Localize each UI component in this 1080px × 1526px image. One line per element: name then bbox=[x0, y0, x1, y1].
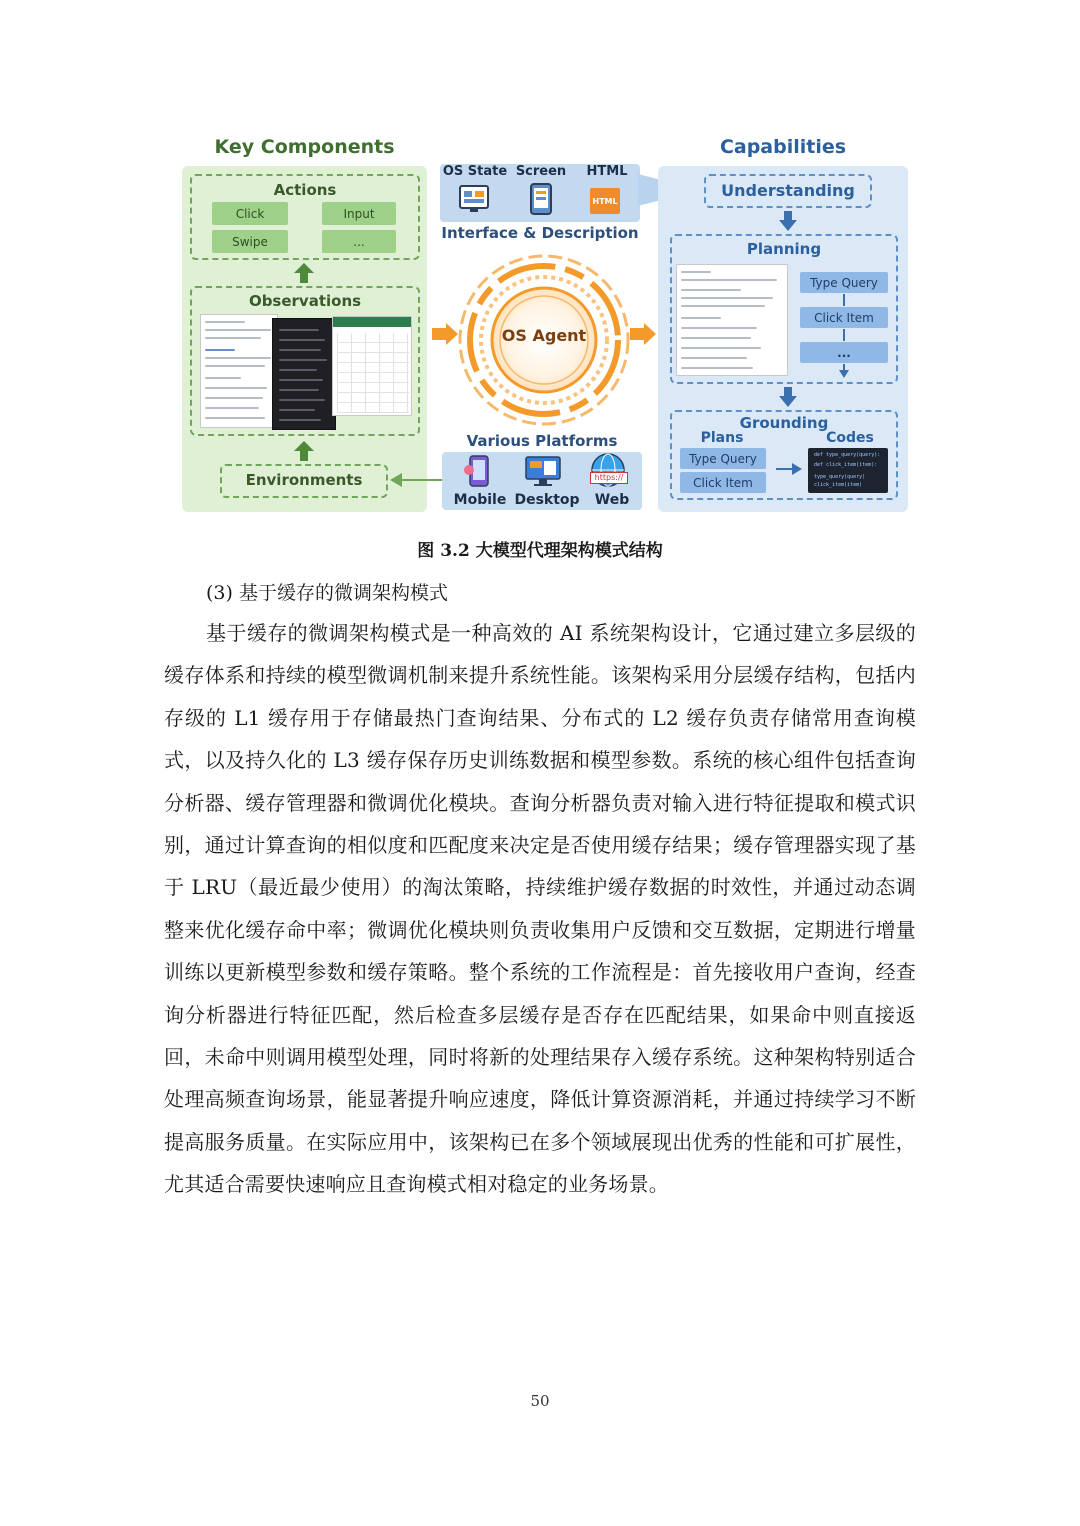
os-state-icon bbox=[458, 184, 490, 214]
arrow-down-icon bbox=[778, 210, 798, 232]
key-components-title: Key Components bbox=[214, 136, 395, 158]
action-more: ... bbox=[322, 230, 396, 253]
grounding-plans-label: Plans bbox=[700, 430, 744, 446]
mobile-icon bbox=[464, 454, 494, 488]
planning-step-more: ... bbox=[800, 342, 888, 363]
planning-step-type-query: Type Query bbox=[800, 272, 888, 293]
observation-screenshot-settings bbox=[272, 318, 336, 430]
screen-icon bbox=[528, 182, 554, 216]
grounding-codes-label: Codes bbox=[826, 430, 874, 446]
body-paragraph: 基于缓存的微调架构模式是一种高效的 AI 系统架构设计，它通过建立多层级的缓存体系和持续的模型微调机制来提升系统性能。该架构采用分层缓存结构，包括内存级的 L1 缓存用于存储最热门查询结果、分布式的 L2 缓存负责存储常用查询模式，以及持久化的 L3 缓存保存历史训练数据和模型参数。系统的核心组件包括查询分析器、缓存管理器和微调优化模块。查询分析器负责对输入进行特征提取和模式识别，通过计算查询的相似度和匹配度来决定是否使用缓存结果；缓存管理器实现了基于 LRU（最近最少使用）的淘汰策略，持续维护缓存数据的时效性，并通过动态调整来优化缓存命中率；微调优化模块则负责收集用户反馈和交互数据，定期进行增量训练以更新模型参数和缓存策略。整个系统的工作流程是：首先接收用户查询，经查询分析器进行特征匹配，然后检查多层缓存是否存在匹配结果，如果命中则直接返回，未命中则调用模型处理，同时将新的处理结果存入缓存系统。这种架构特别适合处理高频查询场景，能显著提升响应速度，降低计算资源消耗，并通过持续学习不断提高服务质量。在实际应用中，该架构已在多个领域展现出优秀的性能和可扩展性，尤其适合需要快速响应且查询模式相对稳定的业务场景。 bbox=[164, 621, 916, 1197]
code-snippet bbox=[808, 448, 888, 493]
observations-heading: Observations bbox=[248, 292, 362, 310]
planning-flow-arrows-icon bbox=[836, 294, 852, 378]
planning-step-click-item: Click Item bbox=[800, 307, 888, 328]
interface-item-os-state: OS State bbox=[442, 164, 508, 179]
arrow-right-icon bbox=[430, 322, 460, 346]
os-agent-label: OS Agent bbox=[501, 326, 587, 345]
actions-heading: Actions bbox=[273, 181, 337, 199]
desktop-icon bbox=[524, 454, 562, 488]
action-click: Click bbox=[212, 202, 288, 225]
section-heading: (3) 基于缓存的微调架构模式 bbox=[206, 582, 448, 604]
platform-mobile: Mobile bbox=[453, 492, 507, 508]
planning-screenshot bbox=[676, 264, 788, 376]
action-swipe: Swipe bbox=[212, 230, 288, 253]
arrow-down-icon bbox=[778, 386, 798, 408]
platform-desktop: Desktop bbox=[514, 492, 580, 508]
code-line: def click_item(item): bbox=[814, 462, 878, 468]
page-number: 50 bbox=[530, 1392, 550, 1410]
web-url-badge: https:// bbox=[590, 472, 628, 484]
observation-screenshot-search bbox=[200, 314, 278, 428]
observation-screenshot-spreadsheet bbox=[332, 316, 412, 416]
grounding-plan-type-query: Type Query bbox=[680, 448, 766, 469]
arrow-right-icon bbox=[628, 322, 658, 346]
code-line: click_item(item) bbox=[814, 482, 863, 488]
arrow-left-icon bbox=[388, 468, 448, 492]
planning-heading: Planning bbox=[746, 240, 822, 258]
environments-heading: Environments bbox=[245, 471, 363, 489]
code-line: type_query(query) bbox=[814, 474, 866, 480]
arrow-right-icon bbox=[774, 460, 804, 478]
interface-item-html: HTML bbox=[586, 164, 628, 179]
html-file-icon: HTML bbox=[590, 188, 620, 214]
arrow-up-icon bbox=[293, 262, 315, 284]
grounding-heading: Grounding bbox=[739, 414, 829, 432]
capabilities-title: Capabilities bbox=[719, 136, 847, 158]
action-input: Input bbox=[322, 202, 396, 225]
architecture-figure bbox=[180, 130, 910, 515]
arrow-up-icon bbox=[293, 440, 315, 462]
understanding-label: Understanding bbox=[721, 181, 855, 200]
code-line: def type_query(query): bbox=[814, 452, 881, 458]
platforms-heading: Various Platforms bbox=[466, 432, 618, 450]
interface-item-screen: Screen bbox=[515, 164, 567, 179]
grounding-plan-click-item: Click Item bbox=[680, 472, 766, 493]
interface-caption: Interface & Description bbox=[441, 224, 639, 242]
figure-caption: 图 3.2 大模型代理架构模式结构 bbox=[417, 541, 663, 561]
platform-web: Web bbox=[594, 492, 630, 508]
